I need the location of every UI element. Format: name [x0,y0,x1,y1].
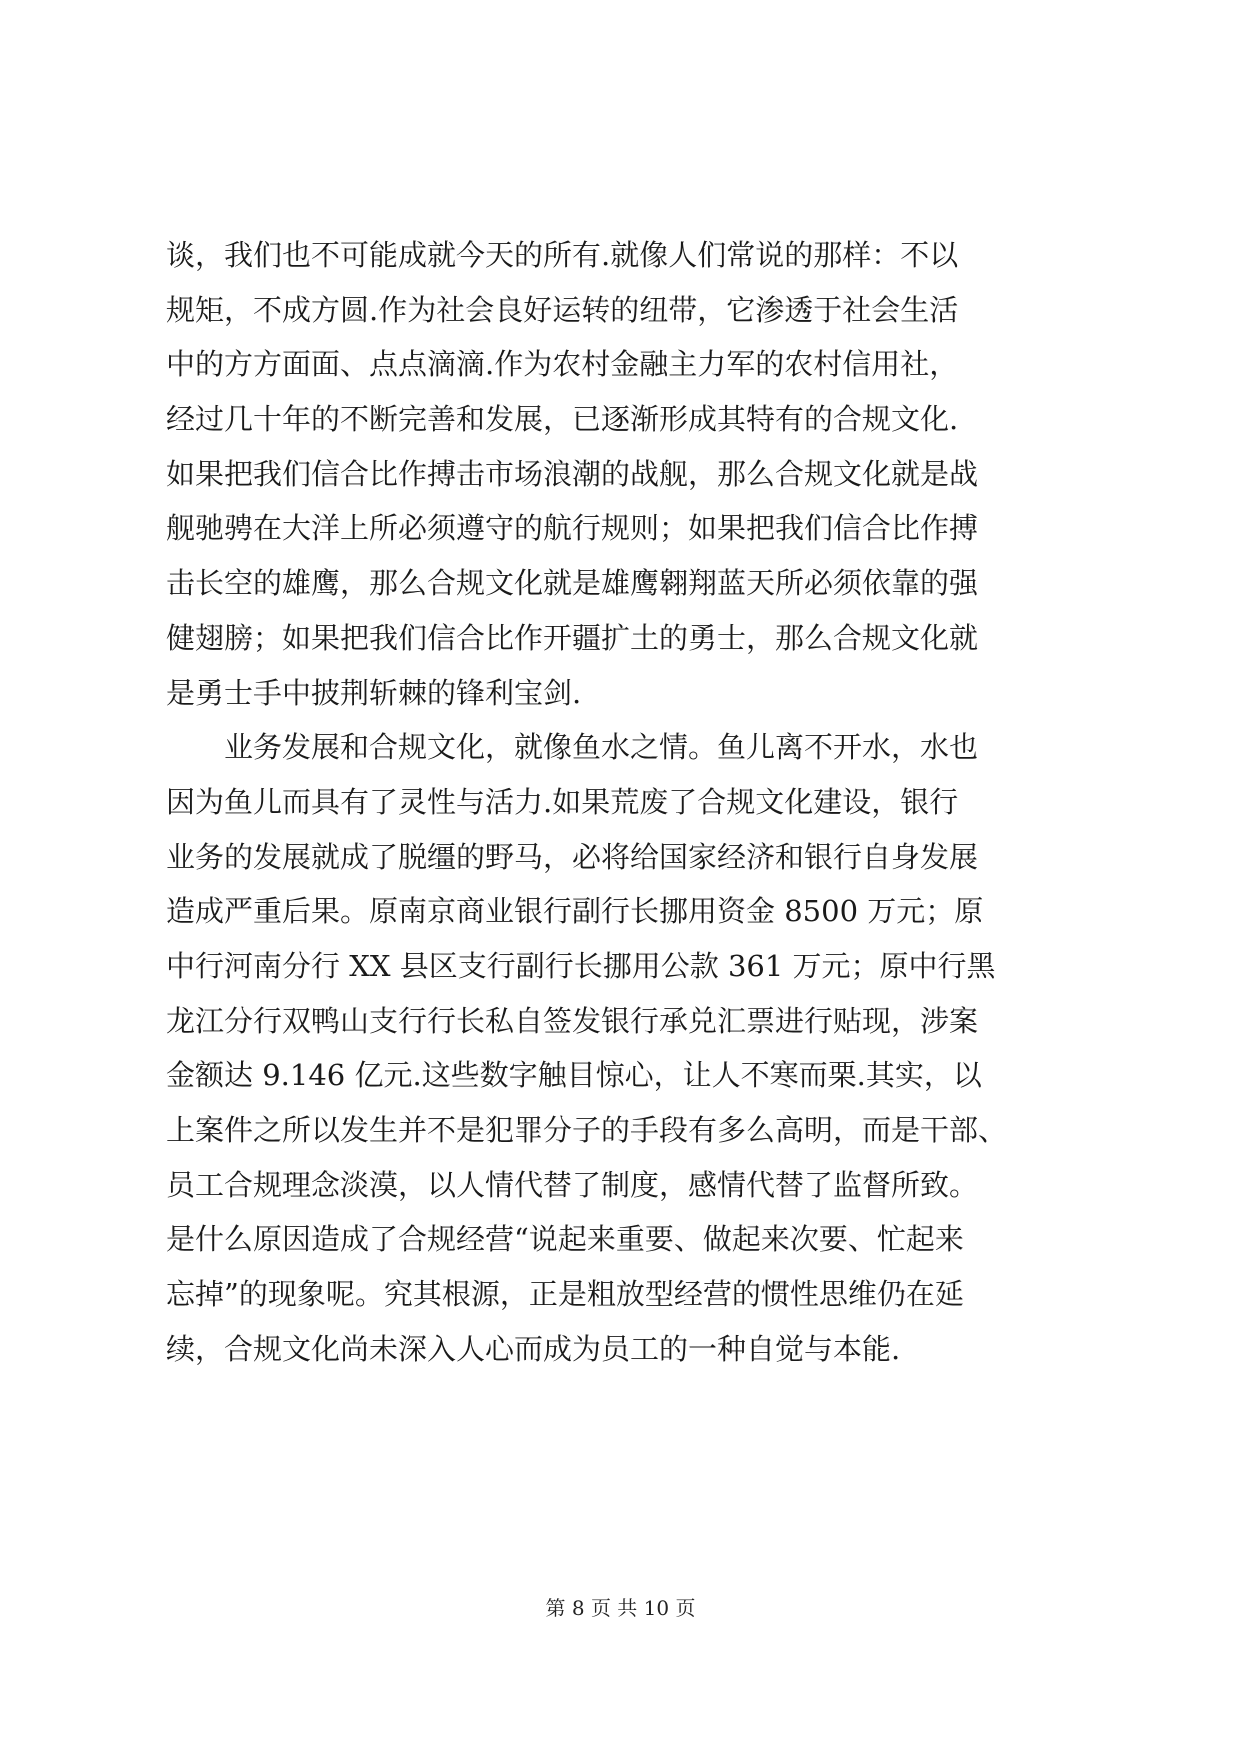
text-line: 龙江分行双鸭山支行行长私自签发银行承兑汇票进行贴现，涉案 [166,1003,979,1038]
text-line: 是勇士手中披荆斩棘的锋利宝剑. [166,675,582,710]
text-line: 中的方方面面、点点滴滴.作为农村金融主力军的农村信用社， [166,347,959,382]
text-line: 经过几十年的不断完善和发展，已逐渐形成其特有的合规文化. [166,402,959,437]
text-line: 员工合规理念淡漠，以人情代替了制度，感情代替了监督所致。 [166,1167,979,1202]
text-line: 击长空的雄鹰，那么合规文化就是雄鹰翱翔蓝天所必须依靠的强 [166,566,979,601]
text-line: 因为鱼儿而具有了灵性与活力.如果荒废了合规文化建设，银行 [166,784,959,819]
text-line: 健翅膀；如果把我们信合比作开疆扩土的勇士，那么合规文化就 [166,620,979,655]
text-line: 金额达 9.146 亿元.这些数字触目惊心，让人不寒而栗.其实，以 [166,1058,982,1093]
text-line: 是什么原因造成了合规经营“说起来重要、做起来次要、忙起来 [166,1222,964,1257]
text-line: 造成严重后果。原南京商业银行副行长挪用资金 8500 万元；原 [166,894,984,929]
text-line: 中行河南分行 XX 县区支行副行长挪用公款 361 万元；原中行黑 [166,948,996,983]
text-line: 续，合规文化尚未深入人心而成为员工的一种自觉与本能. [166,1331,901,1366]
body-text [166,228,1086,1376]
text-line: 如果把我们信合比作搏击市场浪潮的战舰，那么合规文化就是战 [166,456,979,491]
text-line: 忘掉”的现象呢。究其根源，正是粗放型经营的惯性思维仍在延 [166,1277,964,1312]
page-number-footer: 第 8 页 共 10 页 [545,1596,696,1620]
text-line: 业务发展和合规文化，就像鱼水之情。鱼儿离不开水，水也 [166,730,979,765]
text-line: 舰驰骋在大洋上所必须遵守的航行规则；如果把我们信合比作搏 [166,511,979,546]
text-line: 规矩，不成方圆.作为社会良好运转的纽带，它渗透于社会生活 [166,292,959,327]
text-line: 谈，我们也不可能成就今天的所有.就像人们常说的那样：不以 [166,238,959,272]
text-line: 上案件之所以发生并不是犯罪分子的手段有多么高明，而是干部、 [166,1113,1008,1147]
text-line: 业务的发展就成了脱缰的野马，必将给国家经济和银行自身发展 [166,839,979,874]
